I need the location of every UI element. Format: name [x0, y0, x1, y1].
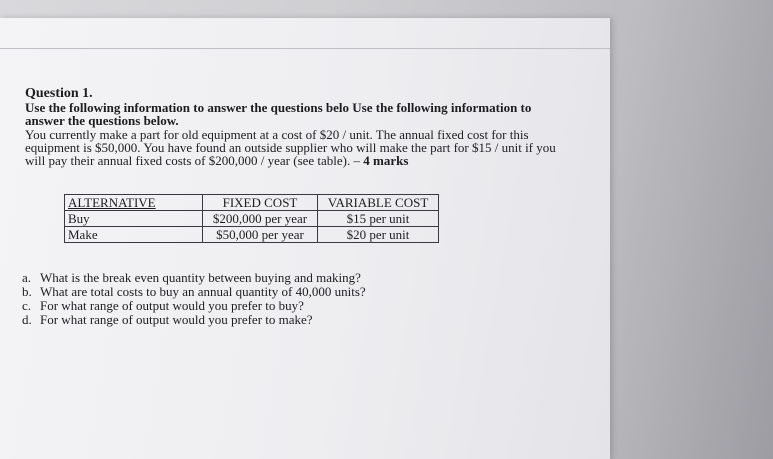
question-content [0, 18, 610, 459]
table-row [65, 211, 439, 227]
question-body [25, 128, 570, 167]
item-text: For what range of output would you prefer to buy? [40, 298, 304, 313]
item-label: c. [22, 298, 32, 313]
cell-variable-cost: $20 per unit [318, 227, 439, 243]
header-alternative: ALTERNATIVE [65, 195, 203, 211]
sub-question-list [22, 271, 366, 327]
body-line-3-text: will pay their annual fixed costs of $200,000 / year (see table). – [25, 153, 364, 168]
paper-sheet [0, 18, 610, 459]
item-text: What are total costs to buy an annual quantity of 40,000 units? [40, 284, 366, 299]
item-label: b. [22, 284, 32, 299]
marks-label: 4 marks [363, 153, 409, 168]
cell-variable-cost: $15 per unit [318, 211, 439, 227]
table-header-row [65, 195, 439, 211]
body-line-1: You currently make a part for old equipment at a cost of $20 / unit. The annual fixed cost for this [25, 127, 529, 142]
cell-alternative: Make [65, 227, 203, 243]
cell-alternative: Buy [65, 211, 203, 227]
item-label: a. [22, 270, 32, 285]
list-item [22, 271, 366, 285]
body-line-3 [25, 154, 570, 167]
body-line-2: equipment is $50,000. You have found an outside supplier who will make the part for $15 / unit if you [25, 140, 556, 155]
cost-table [64, 194, 439, 243]
item-text: What is the break even quantity between buying and making? [40, 270, 361, 285]
table-row [65, 227, 439, 243]
item-label: d. [22, 312, 32, 327]
question-lead: Use the following information to answer the questions belo Use the following information to answer the questions below. [25, 100, 532, 128]
header-fixed-cost: FIXED COST [203, 195, 318, 211]
item-text: For what range of output would you prefer to make? [40, 312, 313, 327]
list-item [22, 299, 366, 313]
list-item [22, 313, 366, 327]
cell-fixed-cost: $50,000 per year [203, 227, 318, 243]
list-item [22, 285, 366, 299]
cell-fixed-cost: $200,000 per year [203, 211, 318, 227]
question-title: Question 1. [25, 86, 93, 101]
header-variable-cost: VARIABLE COST [318, 195, 439, 211]
